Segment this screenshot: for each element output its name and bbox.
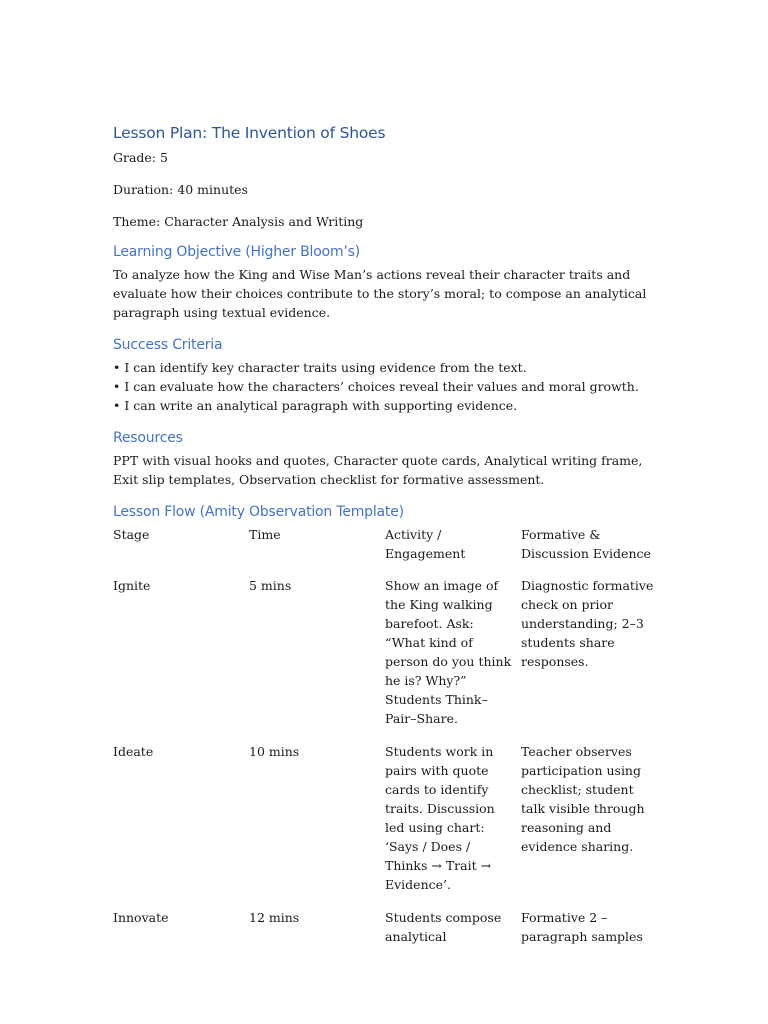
activity-cell: Students work in pairs with quote cards to identify traits. Discussion led using chart: ‘Says / Does / Thinks → Trait → Evidence’. [385,744,495,892]
table-header-row [113,525,657,576]
document-title: Lesson Plan: The Invention of Shoes [113,124,386,142]
resources-section [113,430,658,489]
lesson-plan-content [113,124,658,975]
column-header-evidence: Formative & Discussion Evidence [521,527,651,561]
success-criteria-section [113,337,658,415]
duration-line: Duration: 40 minutes [113,182,248,197]
list-item: • I can identify key character traits using evidence from the text. [113,360,527,375]
resources-text: PPT with visual hooks and quotes, Character quote cards, Analytical writing frame, Exit slip templates, Observation checklist for formative assessment. [113,453,643,487]
list-item: • I can evaluate how the characters’ choices reveal their values and moral growth. [113,379,639,394]
evidence-cell: Teacher observes participation using checklist; student talk visible through reasoning and evidence sharing. [521,744,645,854]
stage-cell: Ideate [113,744,154,759]
column-header-stage: Stage [113,527,150,542]
table-row [113,742,657,908]
success-criteria-list [113,358,658,415]
column-header-activity: Activity / Engagement [385,527,466,561]
lesson-flow-heading: Lesson Flow (Amity Observation Template) [113,504,404,520]
resources-heading: Resources [113,430,183,446]
list-item: • I can write an analytical paragraph with supporting evidence. [113,398,518,413]
time-cell: 12 mins [249,910,300,925]
learning-objective-heading: Learning Objective (Higher Bloom’s) [113,244,360,260]
time-cell: 10 mins [249,744,300,759]
theme-line: Theme: Character Analysis and Writing [113,214,364,229]
lesson-flow-table [113,525,657,960]
activity-cell: Show an image of the King walking barefoot. Ask: “What kind of person do you think he is? Why?” Students Think–Pair–Share. [385,578,512,726]
evidence-cell: Formative 2 – paragraph samples [521,910,643,944]
success-criteria-heading: Success Criteria [113,337,223,353]
lesson-flow-section [113,504,658,960]
stage-cell: Ignite [113,578,151,593]
table-row [113,576,657,742]
learning-objective-section [113,244,658,322]
table-row [113,908,657,960]
column-header-time: Time [249,527,281,542]
stage-cell: Innovate [113,910,169,925]
grade-line: Grade: 5 [113,150,168,165]
lesson-meta [113,148,658,231]
evidence-cell: Diagnostic formative check on prior understanding; 2–3 students share responses. [521,578,654,669]
learning-objective-text: To analyze how the King and Wise Man’s actions reveal their character traits and evaluate how their choices contribute to the story’s moral; to compose an analytical paragraph using textual evidence. [113,267,647,320]
time-cell: 5 mins [249,578,292,593]
activity-cell: Students compose analytical [385,910,502,944]
